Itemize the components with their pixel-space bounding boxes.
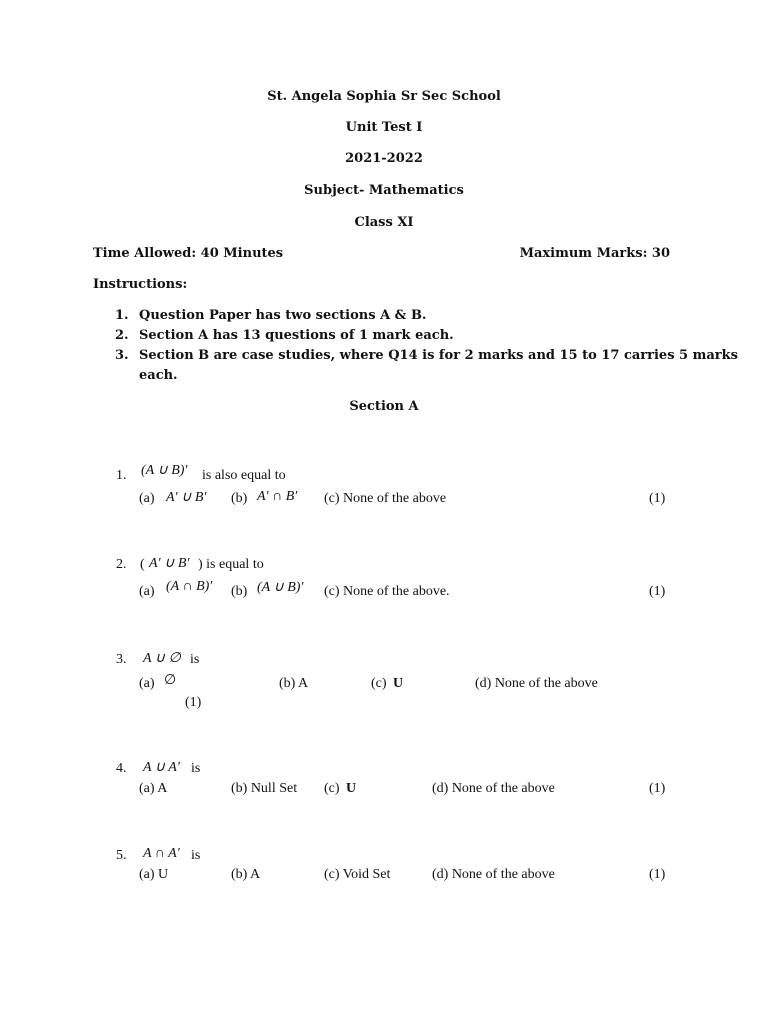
option-text-bold: U bbox=[346, 781, 357, 796]
instruction-number: 2. bbox=[115, 328, 129, 343]
question-number: 2. bbox=[116, 557, 127, 572]
option-expression: (A ∪ B)′ bbox=[257, 580, 304, 595]
question-stem-prefix: ( bbox=[140, 557, 145, 572]
class-label: Class XI bbox=[354, 215, 414, 230]
option-text: (c) Void Set bbox=[324, 867, 391, 882]
instructions-title: Instructions: bbox=[93, 277, 188, 292]
instruction-item bbox=[0, 348, 768, 368]
option-expression: (A ∩ B)′ bbox=[166, 579, 213, 594]
instruction-item bbox=[0, 308, 768, 328]
instruction-text: Section B are case studies, where Q14 is for 2 marks and 15 to 17 carries 5 marks bbox=[139, 348, 738, 363]
instruction-item bbox=[0, 328, 768, 348]
option-text: (c) None of the above bbox=[324, 491, 447, 506]
option-text: (d) None of the above bbox=[432, 867, 555, 882]
instruction-number: 3. bbox=[115, 348, 129, 363]
option-expression: A′ ∪ B′ bbox=[166, 490, 207, 505]
test-title: Unit Test I bbox=[345, 120, 423, 135]
question-stem: is bbox=[191, 761, 201, 776]
option-text: (b) A bbox=[279, 676, 309, 691]
question-marks: (1) bbox=[649, 867, 666, 882]
question-stem: is bbox=[191, 848, 201, 863]
option-label: (a) bbox=[139, 584, 155, 599]
subject: Subject- Mathematics bbox=[304, 183, 464, 198]
question-number: 4. bbox=[116, 761, 127, 776]
option-text: (d) None of the above bbox=[432, 781, 555, 796]
option-text-bold: U bbox=[393, 676, 404, 691]
question-stem: is bbox=[190, 652, 200, 667]
option-text: (a) U bbox=[139, 867, 169, 882]
empty-set-symbol: ∅ bbox=[164, 673, 177, 688]
question-marks: (1) bbox=[649, 781, 666, 796]
option-label: (a) bbox=[139, 676, 155, 691]
question-number: 5. bbox=[116, 848, 127, 863]
school-name: St. Angela Sophia Sr Sec School bbox=[267, 89, 501, 104]
question-stem: is also equal to bbox=[202, 468, 286, 483]
question-expression: A ∪ ∅ bbox=[143, 651, 181, 666]
question-marks: (1) bbox=[649, 491, 666, 506]
option-text: (b) Null Set bbox=[231, 781, 298, 796]
question-number: 3. bbox=[116, 652, 127, 667]
option-label: (b) bbox=[231, 491, 248, 506]
option-text: (d) None of the above bbox=[475, 676, 598, 691]
question-expression: A′ ∪ B′ bbox=[149, 556, 190, 571]
option-label: (b) bbox=[231, 584, 248, 599]
option-text: (a) A bbox=[139, 781, 168, 796]
instruction-text: Section A has 13 questions of 1 mark each. bbox=[139, 328, 454, 343]
academic-year: 2021-2022 bbox=[345, 151, 423, 166]
option-label: (a) bbox=[139, 491, 155, 506]
maximum-marks: Maximum Marks: 30 bbox=[519, 246, 670, 261]
question-stem: ) is equal to bbox=[198, 557, 264, 572]
question-marks: (1) bbox=[649, 584, 666, 599]
instruction-text: Question Paper has two sections A & B. bbox=[139, 308, 427, 323]
instruction-number: 1. bbox=[115, 308, 129, 323]
question-expression: (A ∪ B)′ bbox=[141, 463, 188, 478]
option-text: (b) A bbox=[231, 867, 261, 882]
option-expression: A′ ∩ B′ bbox=[257, 489, 298, 504]
option-label: (c) bbox=[324, 781, 340, 796]
question-number: 1. bbox=[116, 468, 127, 483]
option-label: (c) bbox=[371, 676, 387, 691]
time-allowed: Time Allowed: 40 Minutes bbox=[93, 246, 284, 261]
option-text: (c) None of the above. bbox=[324, 584, 450, 599]
section-title: Section A bbox=[349, 399, 419, 414]
question-marks: (1) bbox=[185, 695, 202, 710]
question-expression: A ∩ A′ bbox=[143, 846, 180, 861]
question-expression: A ∪ A′ bbox=[143, 760, 180, 775]
instruction-text-continued: each. bbox=[139, 368, 178, 383]
